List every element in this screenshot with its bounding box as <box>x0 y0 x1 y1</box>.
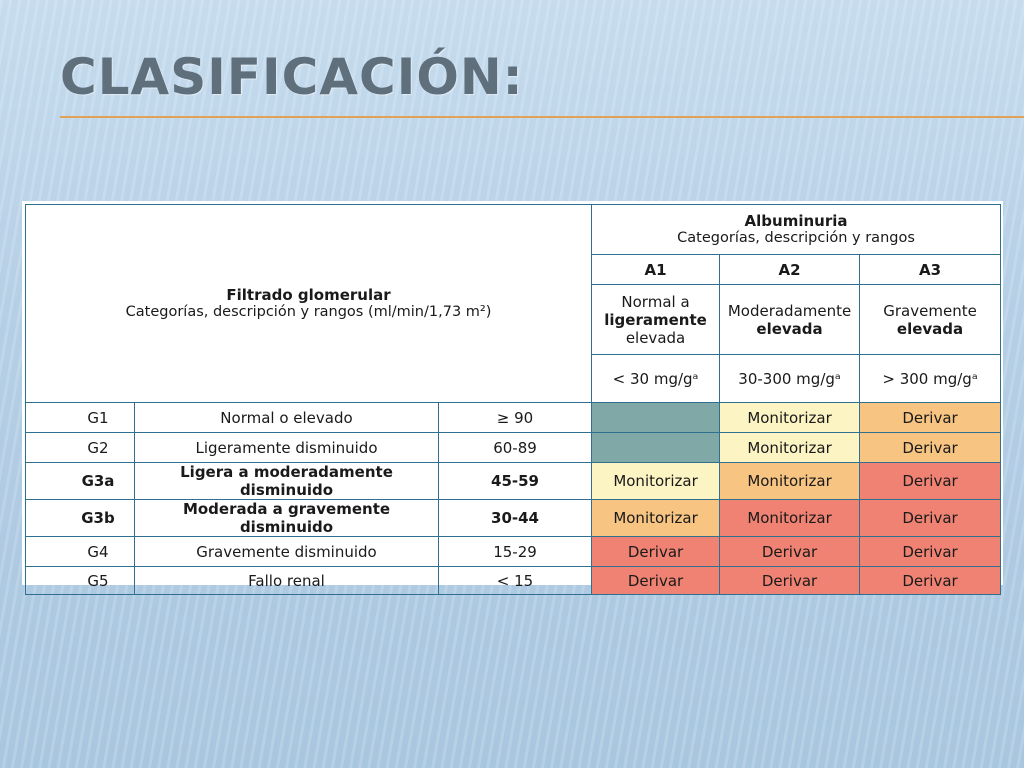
table-row <box>26 500 1001 537</box>
row-range: < 15 <box>439 567 592 595</box>
row-code: G3b <box>26 500 135 537</box>
row-range: 60-89 <box>439 433 592 463</box>
row-code: G5 <box>26 567 135 595</box>
row-range: ≥ 90 <box>439 403 592 433</box>
slide-title: CLASIFICACIÓN: <box>60 48 524 106</box>
risk-cell: Derivar <box>860 463 1001 500</box>
filtrado-title: Filtrado glomerular <box>226 285 391 304</box>
filtrado-subtitle: Categorías, descripción y rangos (ml/min/1,73 m²) <box>125 303 492 320</box>
risk-cell: Derivar <box>860 403 1001 433</box>
column-desc-a1 <box>592 285 720 355</box>
classification-table-card <box>22 201 1003 590</box>
column-code-a3: A3 <box>860 255 1001 285</box>
risk-cell: Monitorizar <box>720 433 860 463</box>
row-range: 45-59 <box>439 463 592 500</box>
risk-cell: Derivar <box>592 567 720 595</box>
risk-cell: Monitorizar <box>592 500 720 537</box>
column-desc-line: elevada <box>896 319 964 338</box>
risk-cell: Derivar <box>860 433 1001 463</box>
table-row <box>26 567 1001 595</box>
risk-cell: Derivar <box>592 537 720 567</box>
column-desc-line: Gravemente <box>883 301 977 320</box>
albuminuria-title: Albuminuria <box>744 211 848 230</box>
risk-cell: Derivar <box>860 537 1001 567</box>
column-range-a2: 30-300 mg/gᵃ <box>720 355 860 403</box>
risk-cell <box>592 403 720 433</box>
risk-cell: Monitorizar <box>720 463 860 500</box>
column-desc-line: Moderadamente <box>727 301 852 320</box>
row-description: Gravemente disminuido <box>135 537 439 567</box>
row-description: Ligera a moderadamente disminuido <box>135 463 439 500</box>
column-desc-a2 <box>720 285 860 355</box>
row-description: Normal o elevado <box>135 403 439 433</box>
table-row <box>26 403 1001 433</box>
column-desc-line: Normal a <box>621 292 690 311</box>
classification-table <box>25 204 1001 595</box>
column-code-a2: A2 <box>720 255 860 285</box>
column-code-a1: A1 <box>592 255 720 285</box>
table-row <box>26 433 1001 463</box>
row-range: 15-29 <box>439 537 592 567</box>
row-code: G4 <box>26 537 135 567</box>
row-description: Fallo renal <box>135 567 439 595</box>
risk-cell: Derivar <box>720 537 860 567</box>
filtrado-header <box>26 205 592 403</box>
table-row <box>26 463 1001 500</box>
column-desc-line: elevada <box>625 328 686 347</box>
column-desc-line: ligeramente <box>604 310 707 329</box>
row-code: G2 <box>26 433 135 463</box>
column-desc-a3 <box>860 285 1001 355</box>
row-code: G3a <box>26 463 135 500</box>
column-desc-line: elevada <box>756 319 823 338</box>
albuminuria-subtitle: Categorías, descripción y rangos <box>677 229 915 246</box>
albuminuria-header <box>592 205 1001 255</box>
table-row <box>26 537 1001 567</box>
column-range-a3: > 300 mg/gᵃ <box>860 355 1001 403</box>
risk-cell: Monitorizar <box>592 463 720 500</box>
row-description: Ligeramente disminuido <box>135 433 439 463</box>
row-code: G1 <box>26 403 135 433</box>
risk-cell <box>592 433 720 463</box>
risk-cell: Monitorizar <box>720 403 860 433</box>
risk-cell: Derivar <box>720 567 860 595</box>
row-range: 30-44 <box>439 500 592 537</box>
row-description: Moderada a gravemente disminuido <box>135 500 439 537</box>
risk-cell: Monitorizar <box>720 500 860 537</box>
title-underline <box>60 116 1024 118</box>
column-range-a1: < 30 mg/gᵃ <box>592 355 720 403</box>
risk-cell: Derivar <box>860 500 1001 537</box>
risk-cell: Derivar <box>860 567 1001 595</box>
